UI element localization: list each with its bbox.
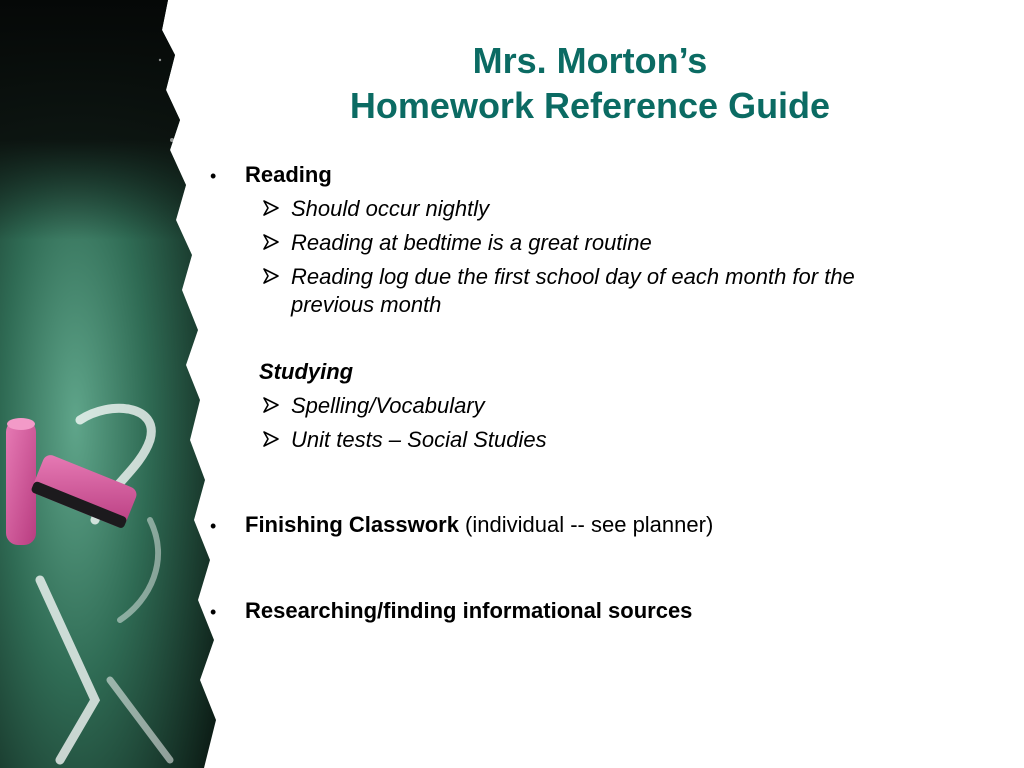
research-heading: Researching/finding informational sources — [245, 598, 693, 623]
bullet-reading: • — [210, 166, 217, 186]
reading-item-2: Reading at bedtime is a great routine — [291, 230, 652, 255]
bullet-classwork: • — [210, 516, 217, 536]
arrow-bullet-icon — [262, 396, 280, 414]
reading-heading: Reading — [245, 162, 332, 187]
arrow-bullet-icon — [262, 430, 280, 448]
classwork-heading: Finishing Classwork — [245, 512, 459, 537]
title-line-2: Homework Reference Guide — [349, 85, 831, 126]
bullet-research: • — [210, 602, 217, 622]
studying-item-2: Unit tests – Social Studies — [291, 427, 547, 452]
reading-item-1: Should occur nightly — [291, 196, 490, 221]
reading-item-3: Reading log due the first school day of each month for the — [291, 264, 855, 289]
classwork-line — [245, 511, 713, 538]
arrow-bullet-icon — [262, 233, 280, 251]
arrow-bullet-icon — [262, 267, 280, 285]
title-line-1: Mrs. Morton’s — [472, 40, 708, 81]
arrow-bullet-icon — [262, 199, 280, 217]
classwork-note: (individual -- see planner) — [458, 512, 714, 537]
reading-item-3-continued: previous month — [291, 292, 442, 317]
studying-heading: Studying — [259, 359, 354, 384]
studying-item-1: Spelling/Vocabulary — [291, 393, 485, 418]
